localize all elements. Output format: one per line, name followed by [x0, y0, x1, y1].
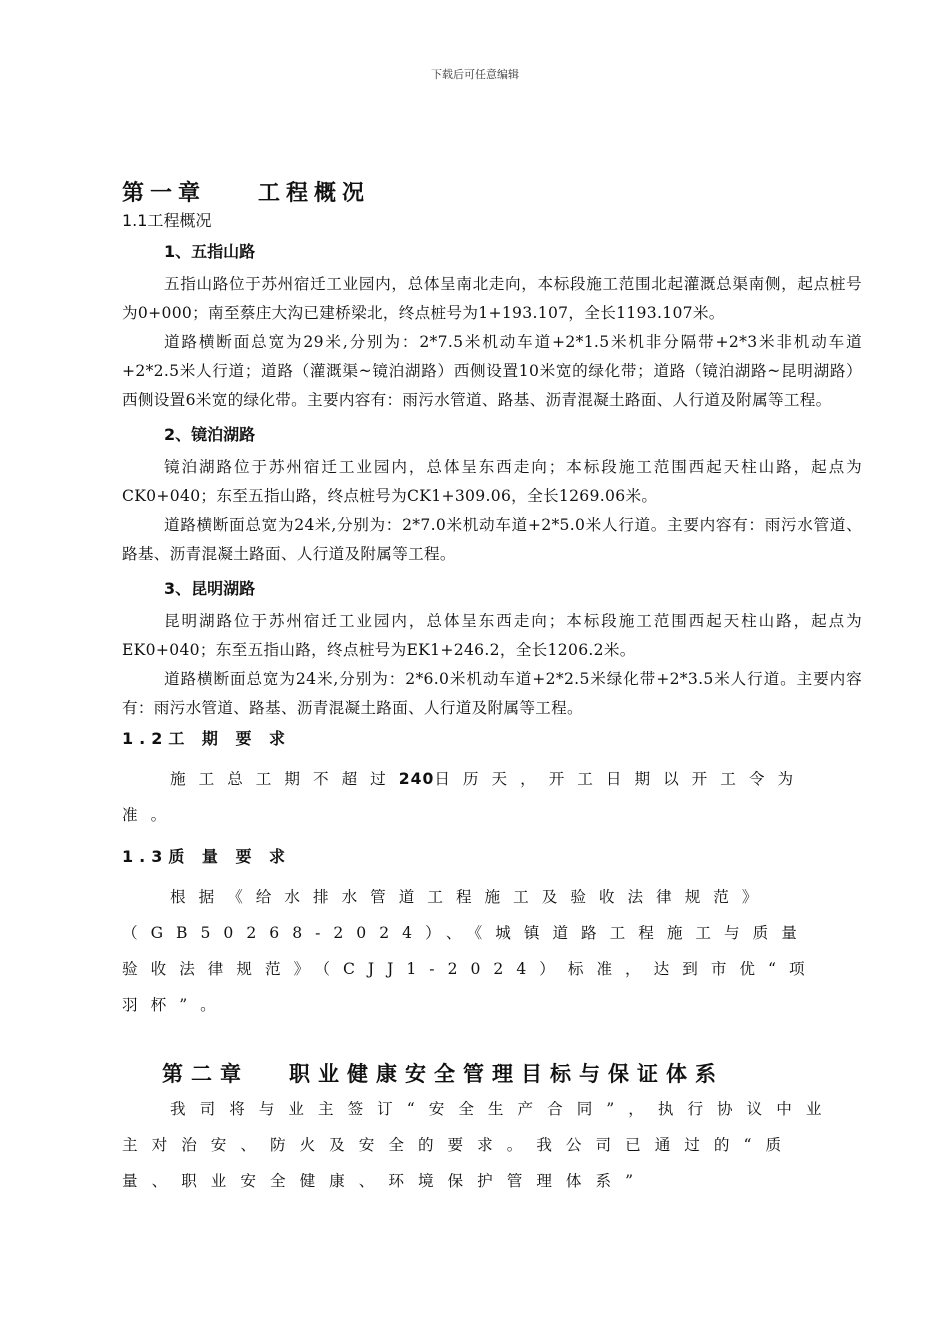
road-kunminghu [122, 577, 862, 723]
section-1-3-heading: 1.3质 量 要 求 [122, 847, 292, 866]
document-content [122, 178, 862, 1199]
road-paragraph: 五指山路位于苏州宿迁工业园内，总体呈南北走向，本标段施工范围北起灌溉总渠南侧，起点桩号为0+000；南至蔡庄大沟已建桥梁北，终点桩号为1+193.107，全长1193.107米。 [122, 275, 862, 322]
section-1-1-heading: 1.1工程概况 [122, 211, 212, 230]
road-paragraph: 道路横断面总宽为24米,分别为：2*7.0米机动车道+2*5.0米人行道。主要内容有：雨污水管道、路基、沥青混凝土路面、人行道及附属等工程。 [122, 516, 862, 563]
road-heading: 2、镜泊湖路 [164, 425, 256, 444]
chapter-2-title [122, 1057, 862, 1091]
chapter-1-label: 第一章 [122, 181, 207, 206]
road-paragraph: 镜泊湖路位于苏州宿迁工业园内，总体呈东西走向；本标段施工范围西起天柱山路，起点为CK0+040；东至五指山路，终点桩号为CK1+309.06，全长1269.06米。 [122, 458, 862, 505]
road-paragraph: 昆明湖路位于苏州宿迁工业园内，总体呈东西走向；本标段施工范围西起天柱山路，起点为EK0+040；东至五指山路，终点桩号为EK1+246.2，全长1206.2米。 [122, 612, 862, 659]
schedule-text-before: 施工总工期不超过 [170, 770, 399, 788]
quality-paragraph: 根据《给水排水管道工程施工及验收法律规范》（GB50268-2024）、《城镇道路工程施工与质量验收法律规范》（CJJ1-2024）标准，达到市优“项羽杯”。 [122, 888, 818, 1014]
road-wuzhishan [122, 240, 862, 415]
road-heading: 3、昆明湖路 [164, 579, 256, 598]
chapter-1-title [122, 178, 862, 210]
chapter-2-paragraph: 我司将与业主签订“安全生产合同”，执行协议中业主对治安、防火及安全的要求。我公司已通过的“质量、职业安全健康、环境保护管理体系” [122, 1100, 836, 1190]
schedule-paragraph [122, 761, 832, 833]
header-note: 下载后可任意编辑 [431, 68, 519, 81]
chapter-2-label: 第二章 [162, 1062, 249, 1086]
schedule-days: 240 [398, 770, 435, 788]
section-1-2-heading: 1.2工 期 要 求 [122, 729, 292, 748]
road-heading: 1、五指山路 [164, 242, 256, 261]
schedule-text-after: 日历天，开工日期以开工令为准。 [122, 770, 807, 824]
chapter-2-name: 职业健康安全管理目标与保证体系 [289, 1062, 724, 1086]
chapter-1-name: 工程概况 [258, 181, 371, 206]
road-paragraph: 道路横断面总宽为24米,分别为：2*6.0米机动车道+2*2.5米绿化带+2*3.5米人行道。主要内容有：雨污水管道、路基、沥青混凝土路面、人行道及附属等工程。 [122, 670, 862, 717]
road-jingpohu [122, 423, 862, 569]
road-paragraph: 道路横断面总宽为29米,分别为：2*7.5米机动车道+2*1.5米机非分隔带+2*3米非机动车道+2*2.5米人行道；道路（灌溉渠~镜泊湖路）西侧设置10米宽的绿化带；道路（镜泊湖路~昆明湖路）西侧设置6米宽的绿化带。主要内容有：雨污水管道、路基、沥青混凝土路面、人行道及附属等工程。 [122, 333, 862, 409]
